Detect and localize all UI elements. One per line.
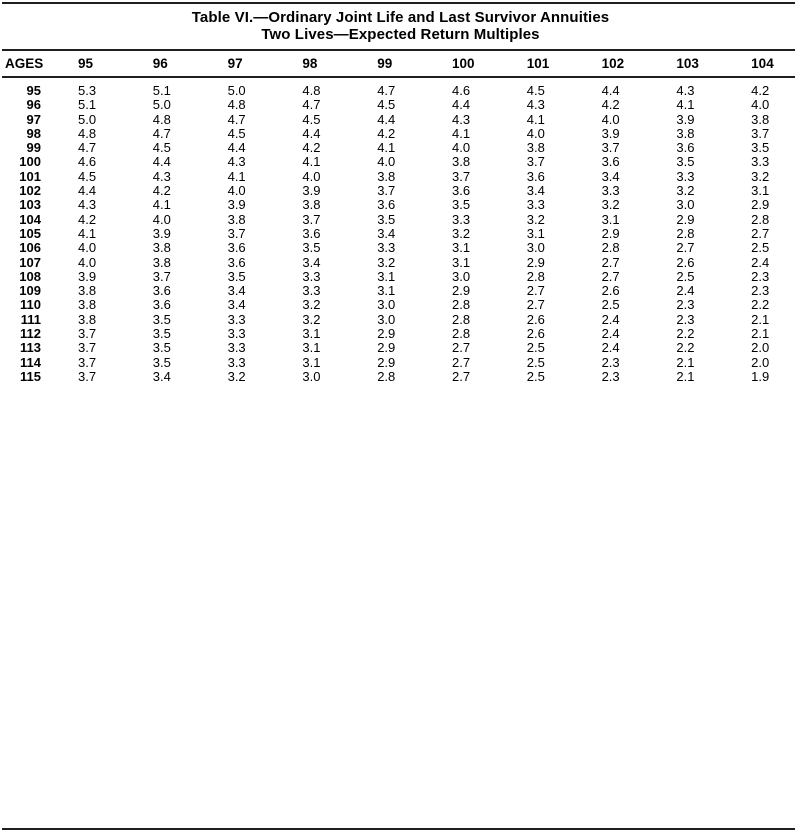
multiple-value-cell: 3.8 bbox=[377, 168, 396, 184]
age-column-header: 97 bbox=[197, 50, 272, 77]
multiple-value-cell: 3.6 bbox=[302, 225, 321, 241]
table-row bbox=[2, 213, 795, 227]
multiple-value-cell: 2.9 bbox=[451, 283, 471, 299]
age-column-header: 104 bbox=[720, 50, 795, 77]
age-cell: 102 bbox=[19, 183, 41, 199]
multiple-value-cell: 3.3 bbox=[601, 183, 620, 199]
multiple-value-cell: 2.9 bbox=[526, 254, 545, 270]
multiple-value-cell: 3.8 bbox=[676, 125, 695, 141]
multiple-value-cell: 3.7 bbox=[78, 368, 97, 384]
multiple-value-cell: 3.4 bbox=[302, 254, 321, 270]
multiple-value-cell: 4.1 bbox=[78, 225, 97, 241]
multiple-value-cell: 2.3 bbox=[751, 268, 770, 284]
multiple-value-cell: 2.8 bbox=[451, 311, 471, 327]
multiple-value-cell: 2.9 bbox=[377, 354, 396, 370]
age-cell: 101 bbox=[19, 168, 41, 184]
multiple-value-cell: 4.5 bbox=[78, 168, 97, 184]
multiple-value-cell: 2.3 bbox=[601, 368, 620, 384]
multiple-value-cell: 3.0 bbox=[451, 268, 471, 284]
multiple-value-cell: 4.7 bbox=[152, 125, 171, 141]
multiple-value-cell: 3.0 bbox=[302, 368, 321, 384]
age-column-header: 95 bbox=[47, 50, 122, 77]
table-row bbox=[2, 341, 795, 355]
multiple-value-cell: 2.8 bbox=[751, 211, 770, 227]
multiple-value-cell: 3.0 bbox=[377, 311, 396, 327]
multiple-value-cell: 4.7 bbox=[227, 111, 246, 127]
top-rule bbox=[2, 2, 795, 4]
multiple-value-cell: 3.6 bbox=[227, 240, 246, 256]
multiple-value-cell: 2.9 bbox=[377, 340, 396, 356]
multiple-value-cell: 3.3 bbox=[302, 268, 321, 284]
multiple-value-cell: 3.5 bbox=[152, 311, 171, 327]
age-cell: 97 bbox=[26, 111, 41, 127]
multiple-value-cell: 3.6 bbox=[152, 283, 171, 299]
multiple-value-cell: 3.1 bbox=[302, 354, 321, 370]
multiple-value-cell: 4.4 bbox=[302, 125, 321, 141]
table-row bbox=[2, 98, 795, 112]
multiple-value-cell: 5.0 bbox=[227, 83, 246, 98]
age-column-header: 99 bbox=[346, 50, 421, 77]
multiple-value-cell: 2.7 bbox=[676, 240, 695, 256]
multiple-value-cell: 2.9 bbox=[601, 225, 620, 241]
multiple-value-cell: 3.8 bbox=[227, 211, 246, 227]
multiple-value-cell: 4.1 bbox=[227, 168, 246, 184]
multiple-value-cell: 3.2 bbox=[377, 254, 396, 270]
age-column-header: 96 bbox=[122, 50, 197, 77]
multiple-value-cell: 4.4 bbox=[601, 83, 620, 98]
multiple-value-cell: 4.0 bbox=[377, 154, 396, 170]
multiple-value-cell: 4.1 bbox=[377, 140, 396, 156]
multiple-value-cell: 3.4 bbox=[601, 168, 620, 184]
multiple-value-cell: 3.5 bbox=[152, 340, 171, 356]
multiple-value-cell: 3.3 bbox=[227, 340, 246, 356]
multiple-value-cell: 3.8 bbox=[302, 197, 321, 213]
multiple-value-cell: 3.7 bbox=[78, 326, 97, 342]
multiple-value-cell: 2.8 bbox=[451, 326, 471, 342]
ages-column-header: AGES bbox=[2, 50, 47, 77]
age-column-header: 103 bbox=[645, 50, 720, 77]
multiple-value-cell: 2.7 bbox=[526, 297, 545, 313]
multiple-value-cell: 4.2 bbox=[78, 211, 97, 227]
multiple-value-cell: 3.1 bbox=[451, 240, 471, 256]
multiple-value-cell: 2.3 bbox=[676, 311, 695, 327]
bottom-rule bbox=[2, 828, 795, 830]
multiple-value-cell: 3.3 bbox=[751, 154, 770, 170]
age-cell: 96 bbox=[26, 97, 41, 113]
multiple-value-cell: 3.7 bbox=[227, 225, 246, 241]
age-cell: 110 bbox=[20, 297, 41, 313]
multiple-value-cell: 4.7 bbox=[78, 140, 97, 156]
multiple-value-cell: 3.7 bbox=[526, 154, 545, 170]
table-row bbox=[2, 270, 795, 284]
multiple-value-cell: 2.5 bbox=[526, 354, 545, 370]
multiple-value-cell: 4.0 bbox=[78, 240, 97, 256]
multiple-value-cell: 3.5 bbox=[676, 154, 695, 170]
annuity-table bbox=[2, 49, 795, 384]
multiple-value-cell: 4.5 bbox=[152, 140, 171, 156]
multiple-value-cell: 4.8 bbox=[227, 97, 246, 113]
multiple-value-cell: 3.6 bbox=[676, 140, 695, 156]
multiple-value-cell: 3.2 bbox=[302, 297, 321, 313]
age-cell: 108 bbox=[19, 268, 41, 284]
table-row bbox=[2, 77, 795, 98]
multiple-value-cell: 2.0 bbox=[751, 354, 770, 370]
multiple-value-cell: 3.3 bbox=[451, 211, 471, 227]
multiple-value-cell: 3.6 bbox=[526, 168, 545, 184]
multiple-value-cell: 3.9 bbox=[302, 183, 321, 199]
multiple-value-cell: 3.2 bbox=[601, 197, 620, 213]
table-row bbox=[2, 313, 795, 327]
multiple-value-cell: 3.4 bbox=[227, 297, 246, 313]
age-column-header: 100 bbox=[421, 50, 496, 77]
multiple-value-cell: 4.8 bbox=[78, 125, 97, 141]
table-row bbox=[2, 184, 795, 198]
multiple-value-cell: 4.8 bbox=[302, 83, 321, 98]
multiple-value-cell: 4.6 bbox=[451, 83, 471, 98]
multiple-value-cell: 3.8 bbox=[751, 111, 770, 127]
age-cell: 109 bbox=[19, 283, 41, 299]
multiple-value-cell: 2.1 bbox=[751, 326, 770, 342]
table-row bbox=[2, 198, 795, 212]
multiple-value-cell: 2.6 bbox=[526, 311, 545, 327]
multiple-value-cell: 4.8 bbox=[152, 111, 171, 127]
table-row bbox=[2, 170, 795, 184]
multiple-value-cell: 2.8 bbox=[676, 225, 695, 241]
multiple-value-cell: 2.5 bbox=[751, 240, 770, 256]
multiple-value-cell: 4.2 bbox=[601, 97, 620, 113]
multiple-value-cell: 3.5 bbox=[152, 326, 171, 342]
age-column-header: 101 bbox=[496, 50, 571, 77]
multiple-value-cell: 4.5 bbox=[302, 111, 321, 127]
multiple-value-cell: 2.3 bbox=[751, 283, 770, 299]
multiple-value-cell: 3.1 bbox=[526, 225, 545, 241]
multiple-value-cell: 4.1 bbox=[526, 111, 545, 127]
multiple-value-cell: 4.3 bbox=[152, 168, 171, 184]
multiple-value-cell: 3.6 bbox=[377, 197, 396, 213]
multiple-value-cell: 3.2 bbox=[302, 311, 321, 327]
age-cell: 99 bbox=[26, 140, 41, 156]
multiple-value-cell: 5.0 bbox=[152, 97, 171, 113]
multiple-value-cell: 4.1 bbox=[152, 197, 171, 213]
multiple-value-cell: 2.2 bbox=[751, 297, 770, 313]
multiple-value-cell: 4.1 bbox=[451, 125, 471, 141]
multiple-value-cell: 3.8 bbox=[78, 297, 97, 313]
multiple-value-cell: 1.9 bbox=[751, 368, 770, 384]
annuity-table-body bbox=[2, 77, 795, 384]
multiple-value-cell: 2.3 bbox=[676, 297, 695, 313]
multiple-value-cell: 2.8 bbox=[601, 240, 620, 256]
multiple-value-cell: 3.3 bbox=[676, 168, 695, 184]
multiple-value-cell: 2.4 bbox=[751, 254, 770, 270]
multiple-value-cell: 3.3 bbox=[227, 326, 246, 342]
multiple-value-cell: 4.0 bbox=[451, 140, 471, 156]
multiple-value-cell: 3.0 bbox=[676, 197, 695, 213]
age-cell: 105 bbox=[19, 225, 41, 241]
multiple-value-cell: 2.7 bbox=[751, 225, 770, 241]
multiple-value-cell: 3.7 bbox=[601, 140, 620, 156]
multiple-value-cell: 3.0 bbox=[526, 240, 545, 256]
multiple-value-cell: 4.4 bbox=[377, 111, 396, 127]
multiple-value-cell: 4.1 bbox=[302, 154, 321, 170]
multiple-value-cell: 3.1 bbox=[601, 211, 620, 227]
age-cell: 107 bbox=[19, 254, 41, 270]
table-title bbox=[0, 9, 801, 43]
multiple-value-cell: 2.7 bbox=[601, 254, 620, 270]
age-cell: 113 bbox=[20, 340, 41, 356]
multiple-value-cell: 3.4 bbox=[227, 283, 246, 299]
multiple-value-cell: 5.1 bbox=[78, 97, 97, 113]
multiple-value-cell: 4.7 bbox=[377, 83, 396, 98]
multiple-value-cell: 3.1 bbox=[302, 340, 321, 356]
multiple-value-cell: 2.1 bbox=[676, 368, 695, 384]
multiple-value-cell: 2.5 bbox=[526, 368, 545, 384]
multiple-value-cell: 3.5 bbox=[377, 211, 396, 227]
multiple-value-cell: 2.7 bbox=[451, 368, 471, 384]
multiple-value-cell: 3.4 bbox=[526, 183, 545, 199]
multiple-value-cell: 3.3 bbox=[377, 240, 396, 256]
multiple-value-cell: 3.5 bbox=[302, 240, 321, 256]
multiple-value-cell: 3.9 bbox=[78, 268, 97, 284]
multiple-value-cell: 3.5 bbox=[152, 354, 171, 370]
age-cell: 95 bbox=[26, 83, 41, 98]
multiple-value-cell: 4.6 bbox=[78, 154, 97, 170]
multiple-value-cell: 4.0 bbox=[78, 254, 97, 270]
multiple-value-cell: 4.4 bbox=[451, 97, 471, 113]
multiple-value-cell: 3.7 bbox=[152, 268, 171, 284]
multiple-value-cell: 2.7 bbox=[601, 268, 620, 284]
multiple-value-cell: 2.2 bbox=[676, 340, 695, 356]
multiple-value-cell: 4.0 bbox=[751, 97, 770, 113]
multiple-value-cell: 2.5 bbox=[676, 268, 695, 284]
multiple-value-cell: 4.3 bbox=[676, 83, 695, 98]
multiple-value-cell: 2.7 bbox=[451, 354, 471, 370]
multiple-value-cell: 3.8 bbox=[152, 240, 171, 256]
table-title-line1: Table VI.—Ordinary Joint Life and Last Survivor Annuities bbox=[191, 9, 610, 26]
multiple-value-cell: 5.0 bbox=[78, 111, 97, 127]
multiple-value-cell: 4.7 bbox=[302, 97, 321, 113]
age-cell: 104 bbox=[19, 211, 41, 227]
multiple-value-cell: 4.1 bbox=[676, 97, 695, 113]
multiple-value-cell: 3.3 bbox=[227, 354, 246, 370]
multiple-value-cell: 3.7 bbox=[78, 354, 97, 370]
multiple-value-cell: 3.7 bbox=[78, 340, 97, 356]
multiple-value-cell: 4.2 bbox=[152, 183, 171, 199]
multiple-value-cell: 2.9 bbox=[676, 211, 695, 227]
multiple-value-cell: 4.0 bbox=[601, 111, 620, 127]
multiple-value-cell: 3.2 bbox=[751, 168, 770, 184]
table-row bbox=[2, 298, 795, 312]
multiple-value-cell: 4.0 bbox=[152, 211, 171, 227]
multiple-value-cell: 2.8 bbox=[377, 368, 396, 384]
multiple-value-cell: 2.9 bbox=[377, 326, 396, 342]
multiple-value-cell: 3.5 bbox=[451, 197, 471, 213]
multiple-value-cell: 3.4 bbox=[152, 368, 171, 384]
multiple-value-cell: 2.8 bbox=[451, 297, 471, 313]
multiple-value-cell: 2.4 bbox=[601, 340, 620, 356]
multiple-value-cell: 4.0 bbox=[526, 125, 545, 141]
multiple-value-cell: 4.4 bbox=[227, 140, 246, 156]
multiple-value-cell: 3.1 bbox=[751, 183, 770, 199]
table-row bbox=[2, 227, 795, 241]
multiple-value-cell: 3.8 bbox=[78, 311, 97, 327]
multiple-value-cell: 2.7 bbox=[526, 283, 545, 299]
multiple-value-cell: 2.4 bbox=[676, 283, 695, 299]
multiple-value-cell: 2.9 bbox=[751, 197, 770, 213]
multiple-value-cell: 4.2 bbox=[751, 83, 770, 98]
multiple-value-cell: 3.6 bbox=[152, 297, 171, 313]
multiple-value-cell: 4.4 bbox=[152, 154, 171, 170]
multiple-value-cell: 3.1 bbox=[377, 283, 396, 299]
age-cell: 111 bbox=[20, 311, 41, 327]
age-cell: 106 bbox=[19, 240, 41, 256]
age-column-header: 102 bbox=[571, 50, 646, 77]
multiple-value-cell: 4.3 bbox=[451, 111, 471, 127]
age-cell: 98 bbox=[26, 125, 41, 141]
multiple-value-cell: 2.8 bbox=[526, 268, 545, 284]
multiple-value-cell: 3.9 bbox=[152, 225, 171, 241]
table-row bbox=[2, 327, 795, 341]
table-row bbox=[2, 155, 795, 169]
multiple-value-cell: 3.5 bbox=[751, 140, 770, 156]
multiple-value-cell: 4.5 bbox=[377, 97, 396, 113]
table-title-line2: Two Lives—Expected Return Multiples bbox=[261, 26, 540, 43]
multiple-value-cell: 3.8 bbox=[152, 254, 171, 270]
multiple-value-cell: 2.1 bbox=[751, 311, 770, 327]
multiple-value-cell: 3.7 bbox=[302, 211, 321, 227]
multiple-value-cell: 2.2 bbox=[676, 326, 695, 342]
multiple-value-cell: 4.0 bbox=[302, 168, 321, 184]
multiple-value-cell: 2.6 bbox=[601, 283, 620, 299]
table-row bbox=[2, 113, 795, 127]
multiple-value-cell: 2.3 bbox=[601, 354, 620, 370]
multiple-value-cell: 4.3 bbox=[526, 97, 545, 113]
annuity-table-header bbox=[2, 50, 795, 77]
multiple-value-cell: 5.1 bbox=[152, 83, 171, 98]
multiple-value-cell: 4.0 bbox=[227, 183, 246, 199]
table-row bbox=[2, 256, 795, 270]
age-column-header: 98 bbox=[271, 50, 346, 77]
multiple-value-cell: 5.3 bbox=[78, 83, 97, 98]
multiple-value-cell: 4.5 bbox=[227, 125, 246, 141]
multiple-value-cell: 3.7 bbox=[751, 125, 770, 141]
multiple-value-cell: 4.2 bbox=[302, 140, 321, 156]
multiple-value-cell: 3.6 bbox=[601, 154, 620, 170]
multiple-value-cell: 3.2 bbox=[227, 368, 246, 384]
table-row bbox=[2, 241, 795, 255]
multiple-value-cell: 3.1 bbox=[377, 268, 396, 284]
header-row bbox=[2, 50, 795, 77]
multiple-value-cell: 3.8 bbox=[78, 283, 97, 299]
table-row bbox=[2, 141, 795, 155]
multiple-value-cell: 4.5 bbox=[526, 83, 545, 98]
age-cell: 115 bbox=[20, 368, 41, 384]
multiple-value-cell: 3.6 bbox=[227, 254, 246, 270]
multiple-value-cell: 3.7 bbox=[377, 183, 396, 199]
multiple-value-cell: 4.4 bbox=[78, 183, 97, 199]
table-row bbox=[2, 284, 795, 298]
multiple-value-cell: 3.6 bbox=[451, 183, 471, 199]
age-cell: 114 bbox=[20, 354, 41, 370]
multiple-value-cell: 4.3 bbox=[227, 154, 246, 170]
multiple-value-cell: 3.5 bbox=[227, 268, 246, 284]
multiple-value-cell: 2.4 bbox=[601, 311, 620, 327]
age-cell: 100 bbox=[19, 154, 41, 170]
multiple-value-cell: 3.3 bbox=[302, 283, 321, 299]
age-cell: 112 bbox=[20, 326, 41, 342]
multiple-value-cell: 2.6 bbox=[526, 326, 545, 342]
multiple-value-cell: 2.5 bbox=[526, 340, 545, 356]
multiple-value-cell: 3.1 bbox=[451, 254, 471, 270]
multiple-value-cell: 3.9 bbox=[227, 197, 246, 213]
multiple-value-cell: 3.9 bbox=[601, 125, 620, 141]
multiple-value-cell: 3.3 bbox=[227, 311, 246, 327]
multiple-value-cell: 3.1 bbox=[302, 326, 321, 342]
multiple-value-cell: 3.8 bbox=[526, 140, 545, 156]
multiple-value-cell: 4.2 bbox=[377, 125, 396, 141]
multiple-value-cell: 3.0 bbox=[377, 297, 396, 313]
age-cell: 103 bbox=[19, 197, 41, 213]
multiple-value-cell: 3.2 bbox=[676, 183, 695, 199]
multiple-value-cell: 3.7 bbox=[451, 168, 471, 184]
table-row bbox=[2, 127, 795, 141]
multiple-value-cell: 3.3 bbox=[526, 197, 545, 213]
multiple-value-cell: 3.9 bbox=[676, 111, 695, 127]
table-row bbox=[2, 370, 795, 384]
multiple-value-cell: 2.0 bbox=[751, 340, 770, 356]
multiple-value-cell: 2.1 bbox=[676, 354, 695, 370]
multiple-value-cell: 4.3 bbox=[78, 197, 97, 213]
multiple-value-cell: 3.4 bbox=[377, 225, 396, 241]
multiple-value-cell: 2.7 bbox=[451, 340, 471, 356]
multiple-value-cell: 2.4 bbox=[601, 326, 620, 342]
multiple-value-cell: 3.2 bbox=[526, 211, 545, 227]
multiple-value-cell: 2.5 bbox=[601, 297, 620, 313]
multiple-value-cell: 3.8 bbox=[451, 154, 471, 170]
table-row bbox=[2, 356, 795, 370]
multiple-value-cell: 2.6 bbox=[676, 254, 695, 270]
multiple-value-cell: 3.2 bbox=[451, 225, 471, 241]
